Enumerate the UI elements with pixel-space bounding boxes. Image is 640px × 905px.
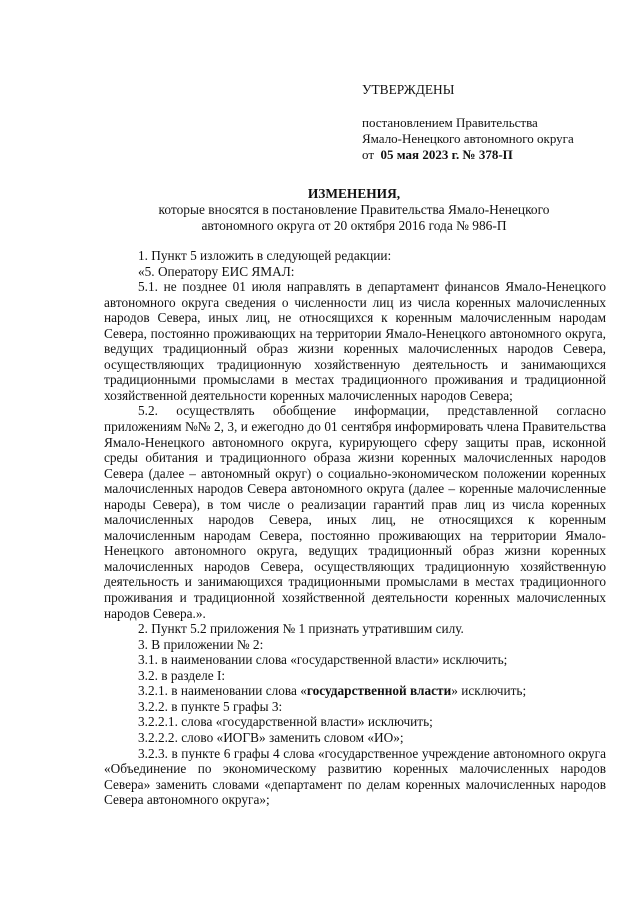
p-3-2-1-bold: государственной власти	[306, 683, 452, 699]
approval-prefix: от	[362, 147, 375, 162]
paragraph-1: 1. Пункт 5 изложить в следующей редакции:	[138, 248, 392, 263]
paragraph-3-1: 3.1. в наименовании слова «государственной власти» исключить;	[138, 652, 508, 668]
paragraph-3: 3. В приложении № 2:	[138, 636, 264, 652]
approval-date-line	[362, 147, 622, 163]
approval-heading: УТВЕРЖДЕНЫ	[362, 82, 455, 97]
p-3-2-1-before: 3.2.1. в наименовании слова «	[138, 683, 307, 699]
paragraph-3-2-1	[104, 683, 606, 699]
paragraph-3-2: 3.2. в разделе I:	[138, 667, 226, 683]
paragraph-3-2-3: 3.2.3. в пункте 6 графы 4 слова «государственное учреждение автономного округа «Объединение по экономическому развитию коренных малочисленных народов Севера» заменить словами «департамент по делам коренных малочисленных народов Севера автономного округа»;	[104, 745, 606, 808]
approval-number: 05 мая 2023 г. № 378-П	[380, 147, 513, 162]
approval-line-2: Ямало-Ненецкого автономного округа	[362, 131, 574, 146]
paragraph-2: 2. Пункт 5.2 приложения № 1 признать утратившим силу.	[138, 621, 464, 637]
p-3-2-1-after: » исключить;	[451, 683, 527, 699]
title-sub-1: которые вносятся в постановление Правительства Ямало-Ненецкого	[158, 202, 550, 217]
title-sub-2: автономного округа от 20 октября 2016 года № 986-П	[201, 218, 507, 233]
approval-block	[362, 82, 622, 163]
paragraph-3-2-2-2: 3.2.2.2. слово «ИОГВ» заменить словом «ИО»;	[138, 729, 404, 745]
paragraph-5: «5. Оператору ЕИС ЯМАЛ:	[138, 263, 295, 279]
paragraph-5-1: 5.1. не позднее 01 июля направлять в департамент финансов Ямало-Ненецкого автономного округа сведения о численности лиц из числа коренных малочисленных народов Севера, иных лиц, не относящихся к коренным малочисленным народам Севера, постоянно проживающих на территории Ямало-Ненецкого автономного округа, ведущих традиционный образ жизни коренных малочисленных народов Севера, осуществляющих традиционную хозяйственную деятельность и занимающихся традиционными промыслами в местах традиционного проживания и традиционной хозяйственной деятельности коренных малочисленных народов Севера;	[104, 279, 606, 403]
title-main: ИЗМЕНЕНИЯ,	[307, 186, 401, 201]
document-title	[100, 186, 608, 234]
paragraph-5-2: 5.2. осуществлять обобщение информации, представленной согласно приложениям №№ 2, 3, и ежегодно до 01 сентября информировать члена Правительства Ямало-Ненецкого автономного округа, курирующего сферу защиты прав, исконной среды обитания и традиционного образа жизни коренных малочисленных народов Севера (далее – автономный округ) о социально-экономическом положении коренных малочисленных народов Севера автономного округа (далее – коренные малочисленные народы Севера), в том числе о реализации гарантий прав лиц из числа коренных малочисленных народов Севера, иных лиц, не относящихся к коренным малочисленным народам Севера, постоянно проживающих на территории Ямало-Ненецкого автономного округа, ведущих традиционный образ жизни коренных малочисленных народов Севера, осуществляющих традиционную хозяйственную деятельность и занимающихся традиционными промыслами в местах традиционного проживания и традиционной хозяйственной деятельности коренных малочисленных народов Севера.».	[104, 403, 606, 621]
paragraph-3-2-2-1: 3.2.2.1. слова «государственной власти» исключить;	[138, 714, 433, 730]
paragraph-3-2-2: 3.2.2. в пункте 5 графы 3:	[138, 698, 283, 714]
document-body	[104, 248, 606, 808]
approval-line-1: постановлением Правительства	[362, 115, 538, 130]
